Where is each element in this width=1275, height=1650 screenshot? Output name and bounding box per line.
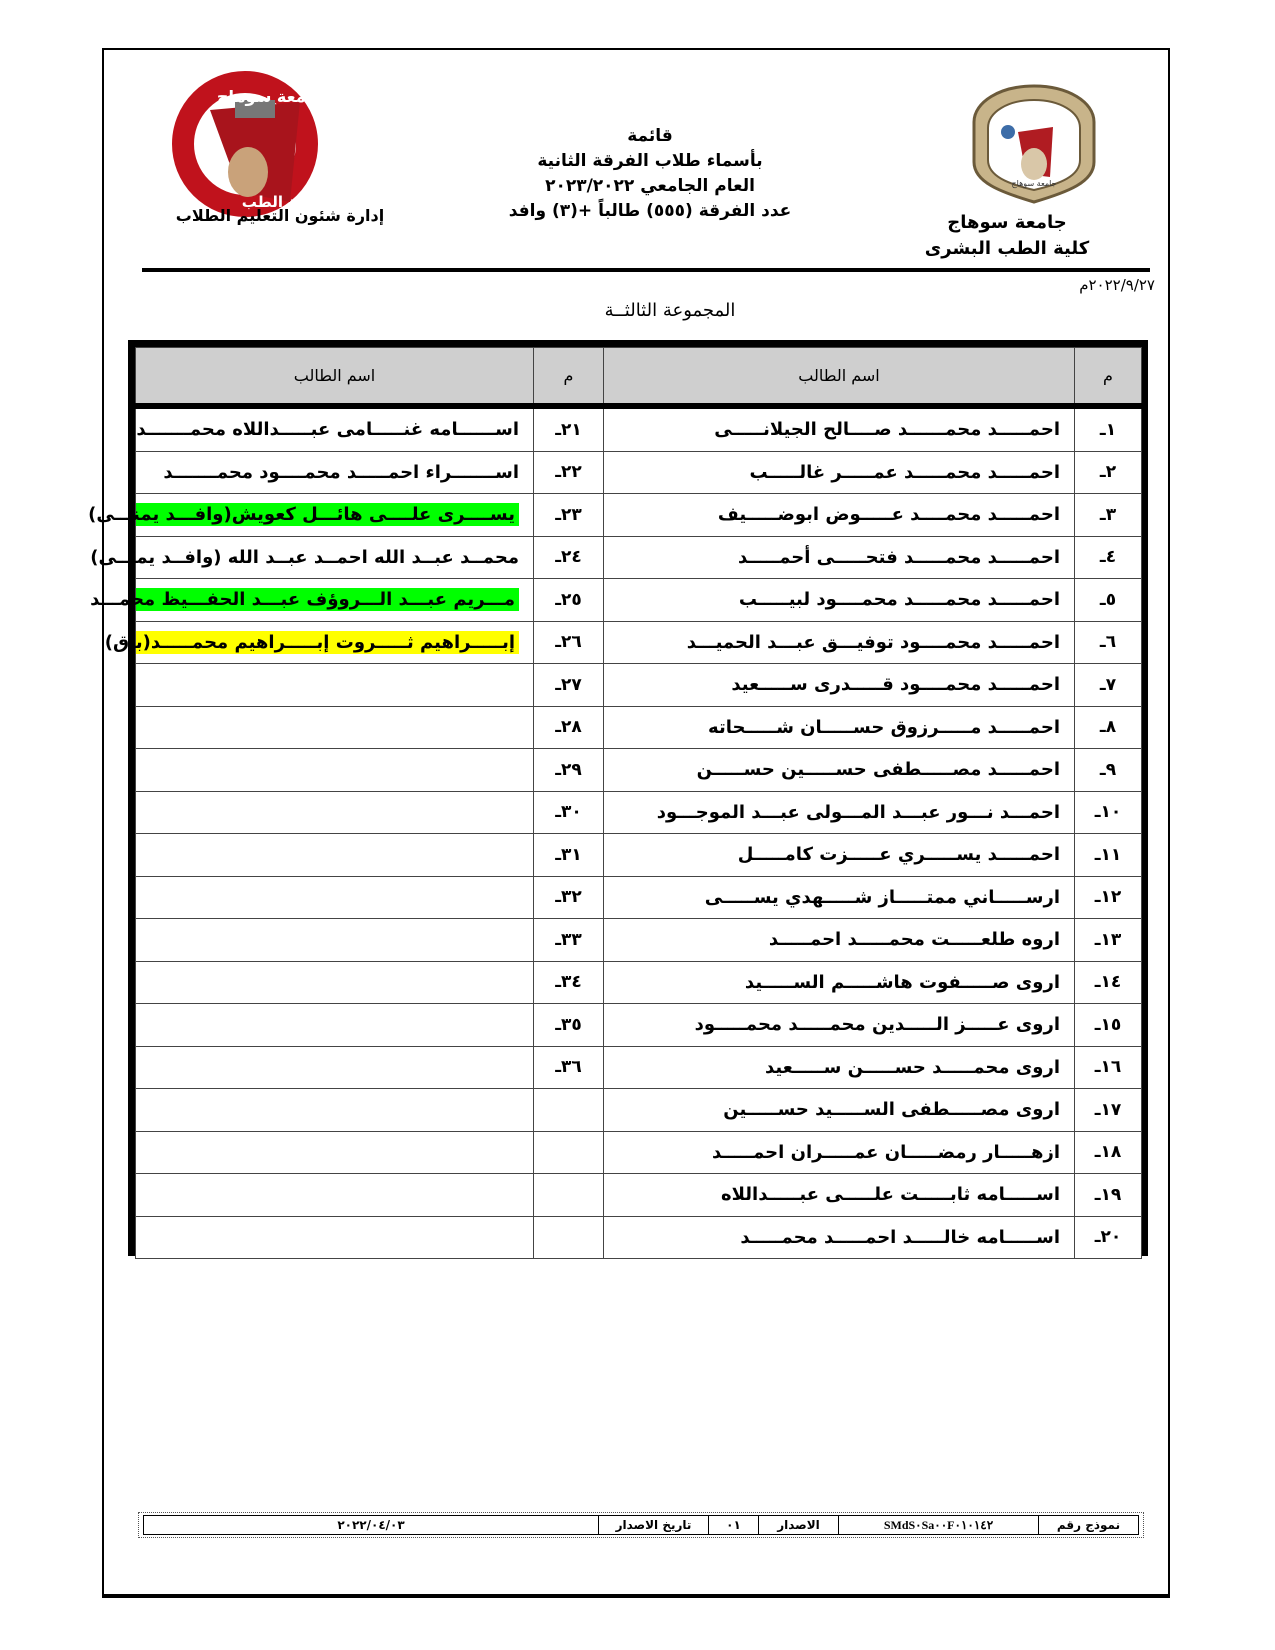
- footer-row: [144, 1516, 1139, 1535]
- student-name-2: [136, 1174, 534, 1217]
- student-name-2: [90, 579, 534, 622]
- student-name-1: اســـــامه ثابـــــت علـــــى عبـــــداللاه: [604, 1174, 1075, 1217]
- row-number-2: ٢٢ـ: [534, 451, 604, 494]
- department-name: إدارة شئون التعليم الطلاب: [175, 206, 385, 225]
- student-name-2: [88, 494, 534, 537]
- row-number-1: ٤ـ: [1075, 536, 1142, 579]
- form-number-label: نموذج رقم: [1039, 1516, 1139, 1535]
- faculty-logo: [150, 72, 350, 217]
- student-name-2: اســــــامه غنـــــامى عبـــــداللاه محمـــــــد: [136, 406, 534, 451]
- student-name-2: [136, 834, 534, 877]
- students-table: [88, 347, 1142, 1259]
- student-name-2: محمــد عبــد الله احمــد عبــد الله (وافــد يمنــى): [136, 536, 534, 579]
- student-name-2: [136, 1089, 534, 1132]
- student-name-2: [136, 664, 534, 707]
- title-line-list: قائمة: [627, 126, 673, 146]
- student-name-2: [136, 961, 534, 1004]
- header-name-1: اسم الطالب: [604, 348, 1075, 407]
- students-table-frame: [88, 340, 1148, 1256]
- table-row: [136, 876, 1142, 919]
- student-name-2: [136, 1046, 534, 1089]
- university-seal: [968, 82, 1100, 204]
- table-row: [136, 749, 1142, 792]
- row-number-1: ١٧ـ: [1075, 1089, 1142, 1132]
- row-number-1: ١٥ـ: [1075, 1004, 1142, 1047]
- student-name-1: احمـــــد محمــــود توفيـــق عبـــد الحميـــد: [604, 621, 1075, 664]
- row-number-2: ٢٧ـ: [534, 664, 604, 707]
- student-name-1: احمـــــد يســـــري عـــــزت كامـــــل: [604, 834, 1075, 877]
- row-number-2: ٢٨ـ: [534, 706, 604, 749]
- student-name-1: احمـــــد محمــــود قـــــدرى ســـــعيد: [604, 664, 1075, 707]
- group-title: المجموعة الثالثــة: [604, 300, 736, 321]
- row-number-2: ٢٥ـ: [534, 579, 604, 622]
- student-name-1: اروى محمـــــد حســـــن ســـــعيد: [604, 1046, 1075, 1089]
- student-name-1: احمـــد نـــور عبـــد المـــولى عبـــد الموجـــود: [604, 791, 1075, 834]
- highlighted-name: إبـــــراهيم ثـــــروت إبـــــراهيم محمـــــد(باق): [136, 631, 519, 654]
- table-row: [136, 961, 1142, 1004]
- row-number-1: ٣ـ: [1075, 494, 1142, 537]
- row-number-1: ٢ـ: [1075, 451, 1142, 494]
- student-name-2: اســـــــراء احمـــــد محمــــود محمـــــــد: [136, 451, 534, 494]
- row-number-1: ٦ـ: [1075, 621, 1142, 664]
- table-row: [136, 494, 1142, 537]
- student-name-1: احمـــــد مصـــــطفى حســـــين حســـــن: [604, 749, 1075, 792]
- edition-label: الاصدار: [759, 1516, 839, 1535]
- row-number-2: [534, 1216, 604, 1259]
- student-name-2: [136, 876, 534, 919]
- form-footer: [138, 1512, 1144, 1538]
- student-name-1: احمـــــد محمـــــد عمـــــر غالـــــب: [604, 451, 1075, 494]
- student-name-1: اروى صـــــفوت هاشـــــم الســـــيد: [604, 961, 1075, 1004]
- header-num-2: م: [534, 348, 604, 407]
- student-name-1: احمـــــد مـــــرزوق حســـــان شـــــحاته: [604, 706, 1075, 749]
- form-number-value: SMdS٠Sa٠٠F٠١٠١٤٢: [839, 1516, 1039, 1535]
- student-name-2: [136, 706, 534, 749]
- header-name-2: اسم الطالب: [136, 348, 534, 407]
- student-name-2: [136, 1004, 534, 1047]
- row-number-2: ٣٠ـ: [534, 791, 604, 834]
- row-number-1: ١٤ـ: [1075, 961, 1142, 1004]
- header-separator: [142, 268, 1150, 272]
- table-row: [136, 1174, 1142, 1217]
- row-number-1: ٨ـ: [1075, 706, 1142, 749]
- student-name-1: احمـــــد محمــــد عـــــوض ابوضـــــيف: [604, 494, 1075, 537]
- row-number-1: ١٢ـ: [1075, 876, 1142, 919]
- student-name-1: اروى مصـــــطفى الســـــيد حســـــين: [604, 1089, 1075, 1132]
- row-number-2: ٢١ـ: [534, 406, 604, 451]
- row-number-2: [534, 1089, 604, 1132]
- faculty-name: كلية الطب البشرى: [924, 238, 1090, 259]
- row-number-1: ١٩ـ: [1075, 1174, 1142, 1217]
- table-header-row: [136, 348, 1142, 407]
- title-line-academic-year: العام الجامعي ٢٠٢٣/٢٠٢٢: [545, 176, 755, 196]
- issue-date-label: تاريخ الاصدار: [599, 1516, 709, 1535]
- logo-text-university: جامعة سوهاج: [216, 87, 324, 106]
- row-number-1: ٩ـ: [1075, 749, 1142, 792]
- student-name-1: اروى عـــــز الـــــدين محمـــــد محمـــــود: [604, 1004, 1075, 1047]
- student-name-2: [136, 1216, 534, 1259]
- row-number-2: ٢٣ـ: [534, 494, 604, 537]
- student-name-1: ارســـــاني ممتـــــاز شـــــهدي يســـــى: [604, 876, 1075, 919]
- row-number-2: ٣٥ـ: [534, 1004, 604, 1047]
- title-line-students: بأسماء طلاب الفرقة الثانية: [537, 151, 763, 171]
- row-number-1: ٧ـ: [1075, 664, 1142, 707]
- table-row: [136, 1216, 1142, 1259]
- highlighted-name: يســــرى علــــى هائـــل كعويش(وافـــد يمنـــى): [136, 503, 519, 526]
- student-name-1: احمـــــد محمـــــد فتحـــــى أحمـــــد: [604, 536, 1075, 579]
- row-number-1: ١ـ: [1075, 406, 1142, 451]
- row-number-2: ٣١ـ: [534, 834, 604, 877]
- student-name-2: [136, 919, 534, 962]
- university-name-block: [907, 210, 1107, 262]
- table-row: [136, 1004, 1142, 1047]
- table-row: [136, 451, 1142, 494]
- table-row: [136, 834, 1142, 877]
- row-number-1: ١٦ـ: [1075, 1046, 1142, 1089]
- header-num-1: م: [1075, 348, 1142, 407]
- edition-value: ٠١: [709, 1516, 759, 1535]
- row-number-1: ١١ـ: [1075, 834, 1142, 877]
- student-name-1: اروه طلعـــــت محمـــــد احمـــــد: [604, 919, 1075, 962]
- document-date: ٢٠٢٢/٩/٢٧م: [1079, 276, 1155, 294]
- row-number-1: ٢٠ـ: [1075, 1216, 1142, 1259]
- row-number-2: ٢٤ـ: [534, 536, 604, 579]
- table-row: [136, 1046, 1142, 1089]
- row-number-2: ٣٤ـ: [534, 961, 604, 1004]
- table-row: [136, 579, 1142, 622]
- table-row: [136, 621, 1142, 664]
- student-name-2: [104, 621, 534, 664]
- table-row: [136, 919, 1142, 962]
- row-number-1: ١٠ـ: [1075, 791, 1142, 834]
- table-row: [136, 706, 1142, 749]
- seal-text: جامعة سوهاج: [1011, 179, 1057, 188]
- table-row: [136, 1131, 1142, 1174]
- university-name: جامعة سوهاج: [947, 212, 1067, 233]
- issue-date-value: ٢٠٢٢/٠٤/٠٣: [144, 1516, 599, 1535]
- table-row: [136, 791, 1142, 834]
- table-row: [136, 1089, 1142, 1132]
- row-number-2: ٣٢ـ: [534, 876, 604, 919]
- row-number-1: ١٨ـ: [1075, 1131, 1142, 1174]
- row-number-2: [534, 1174, 604, 1217]
- row-number-1: ٥ـ: [1075, 579, 1142, 622]
- table-row: [136, 664, 1142, 707]
- row-number-2: ٢٦ـ: [534, 621, 604, 664]
- title-line-count: عدد الفرقة (٥٥٥) طالباً +(٣) وافد: [508, 201, 792, 221]
- highlighted-name: مـــريم عبـــد الـــروؤف عبـــد الحفـــيظ محمـــد: [136, 588, 519, 611]
- logo-text-faculty: كلية الطب: [241, 193, 319, 211]
- row-number-2: ٢٩ـ: [534, 749, 604, 792]
- student-name-2: [136, 791, 534, 834]
- table-row: [136, 536, 1142, 579]
- row-number-1: ١٣ـ: [1075, 919, 1142, 962]
- row-number-2: ٣٣ـ: [534, 919, 604, 962]
- student-name-1: احمـــــد محمــــــد صــــالح الجيلانـــــى: [604, 406, 1075, 451]
- student-name-1: احمـــــد محمـــــد محمــــود لبيـــــب: [604, 579, 1075, 622]
- form-footer-table: [143, 1515, 1139, 1535]
- student-name-2: [136, 1131, 534, 1174]
- student-name-1: ازهـــــار رمضـــــان عمـــــران احمـــــد: [604, 1131, 1075, 1174]
- row-number-2: [534, 1131, 604, 1174]
- student-name-1: اســـــامه خالـــــد احمـــــد محمـــــد: [604, 1216, 1075, 1259]
- document-title: [470, 124, 830, 224]
- table-row: [136, 406, 1142, 451]
- row-number-2: ٣٦ـ: [534, 1046, 604, 1089]
- student-name-2: [136, 749, 534, 792]
